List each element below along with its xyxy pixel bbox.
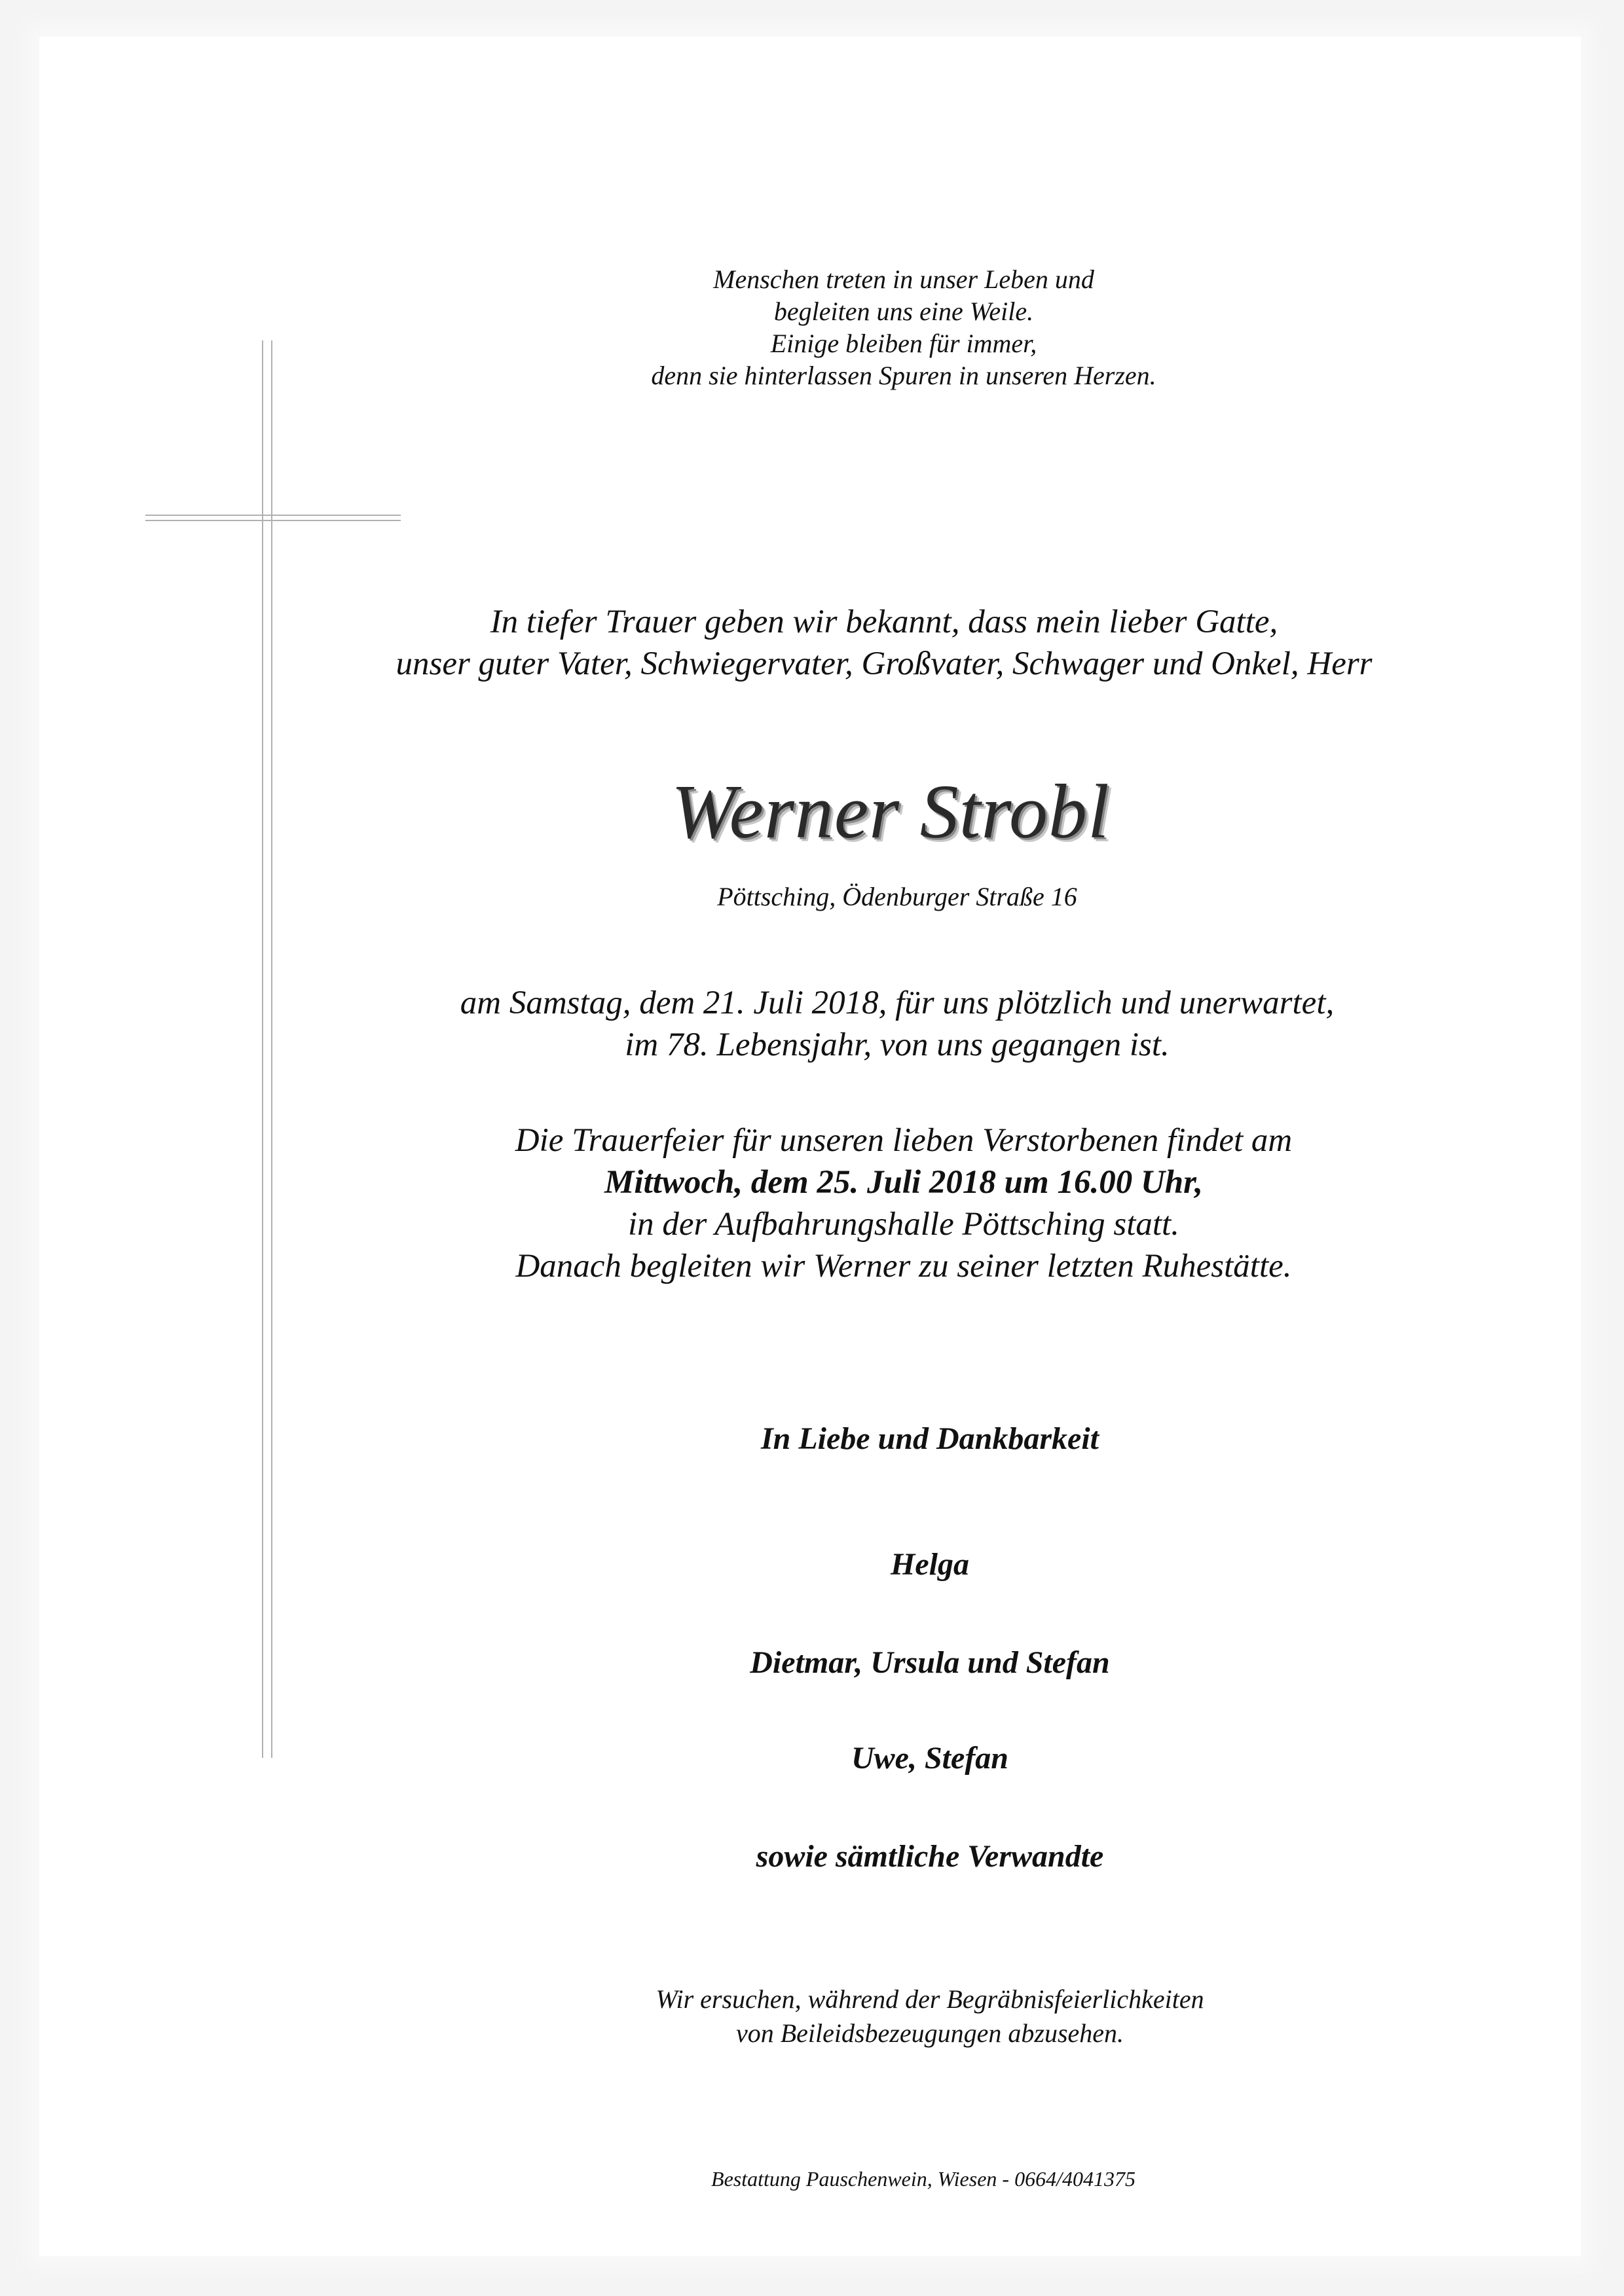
request-line: von Beileidsbezeugungen abzusehen. [735,2018,1124,2048]
undertaker-footer: Bestattung Pauschenwein, Wiesen - 0664/4041375 [711,2167,1135,2191]
announcement-line: unser guter Vater, Schwiegervater, Großvater, Schwager und Onkel, Herr [396,646,1373,682]
ceremony-info [92,1120,1624,1287]
deceased-name: Werner Strobl [671,769,1110,854]
condolence-request [118,1982,1624,2050]
ceremony-location: in der Aufbahrungshalle Pöttsching statt. [628,1206,1179,1243]
death-line: am Samstag, dem 21. Juli 2018, für uns plötzlich und unerwartet, [460,985,1335,1021]
mourner-name: Helga [891,1547,969,1582]
ceremony-line: Die Trauerfeier für unseren lieben Verstorbenen findet am [515,1122,1293,1159]
motto-line: denn sie hinterlassen Spuren in unseren Herzen. [651,361,1156,390]
cross-icon-horizontal-beam [145,515,401,521]
mourner-name: Uwe, Stefan [851,1741,1008,1776]
deceased-address: Pöttsching, Ödenburger Straße 16 [717,882,1077,911]
motto-line: Einige bleiben für immer, [770,329,1037,358]
motto-verse [92,263,1624,392]
closing-phrase: In Liebe und Dankbarkeit [760,1421,1099,1456]
mourner-name: Dietmar, Ursula und Stefan [750,1645,1110,1680]
death-notice [85,982,1624,1066]
request-line: Wir ersuchen, während der Begräbnisfeierlichkeiten [655,1984,1204,2014]
announcement-line: In tiefer Trauer geben wir bekannt, dass mein lieber Gatte, [490,604,1278,640]
motto-line: Menschen treten in unser Leben und [713,264,1094,294]
ceremony-line: Danach begleiten wir Werner zu seiner letzten Ruhestätte. [515,1248,1292,1285]
motto-line: begleiten uns eine Weile. [773,297,1034,326]
ceremony-date-time: Mittwoch, dem 25. Juli 2018 um 16.00 Uhr, [604,1164,1203,1201]
announcement-text [72,601,1624,685]
death-line: im 78. Lebensjahr, von uns gegangen ist. [625,1027,1170,1063]
mourner-name: sowie sämtliche Verwandte [756,1839,1104,1874]
